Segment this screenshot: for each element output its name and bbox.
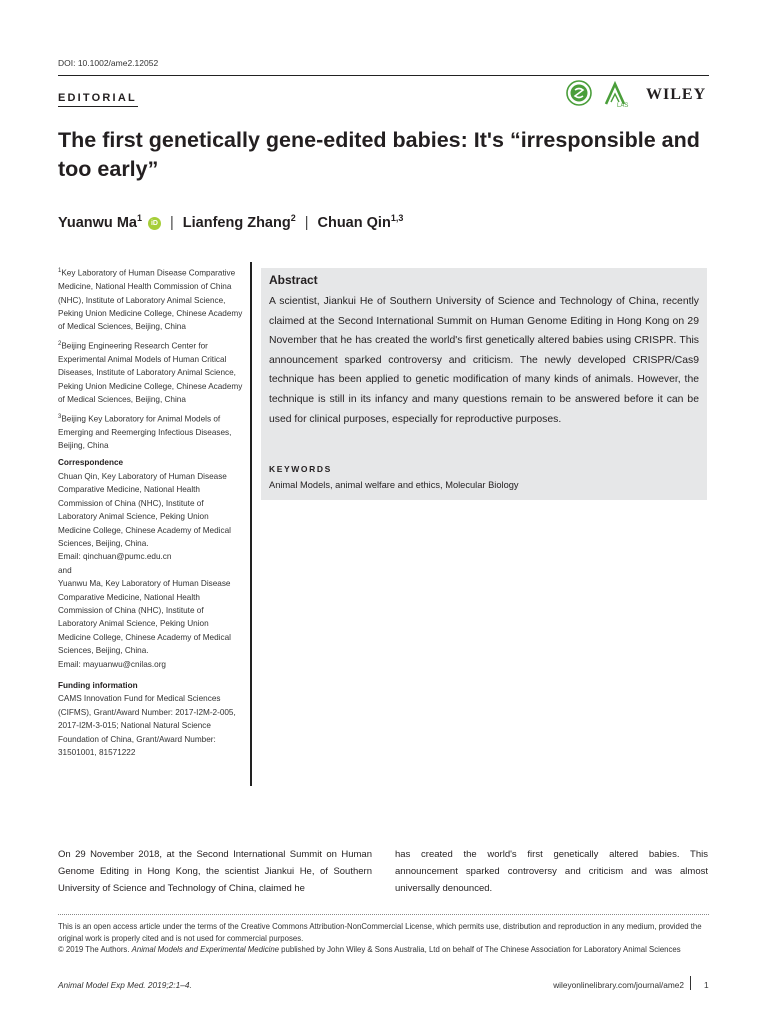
seal-logo-icon [567, 81, 591, 105]
author-name: Yuanwu Ma [58, 214, 137, 231]
las-logo-icon [606, 84, 628, 108]
journal-citation: Animal Model Exp Med. 2019;2:1–4. [58, 980, 192, 990]
author-list: Yuanwu Ma$^1$ iD | Lianfeng Zhang$^2$ | Chuan Qin$^{1,3}$ [58, 213, 404, 231]
abstract-text: A scientist, Jiankui He of Southern University of Science and Technology of China, recently claimed at the Second International Summit on Human Genome Editing in Hong Kong on 29 November that he has created the world's first genetically altered babies using CRISPR. This announcement sparked controversy and criticism. The newly developed CRISPR/Cas9 technique has been applied to genetic modification of many kinds of animals. However, the technique is still in its infancy and many questions remain to be answered before it can be used for clinical purposes, especially for reproductive purposes. [269, 296, 699, 425]
email-link[interactable]: Email: mayuanwu@cnilas.org [58, 659, 166, 669]
funding-info: Funding information CAMS Innovation Fund for Medical Sciences (CIFMS), Grant/Award Number: 2017-I2M-2-005, 2017-I2M-3-015; National Natural Science Foundation of China, Grant/Award Number: 31501001, 81571222 [58, 680, 236, 758]
email-link[interactable]: Email: qinchuan@pumc.edu.cn [58, 552, 172, 562]
affiliation-1: $^1$Key Laboratory of Human Disease Comparative Medicine, National Health Commission of China (NHC), Institute of Laboratory Animal Science, Peking Union Medicine College, Chinese Academy of Medical Sciences, Beijing, China [58, 268, 243, 332]
doi[interactable]: DOI: 10.1002/ame2.12052 [58, 58, 159, 68]
author-name: Chuan Qin [317, 214, 391, 231]
affiliation-2: $^2$Beijing Engineering Research Center for Experimental Animal Models of Human Critical Diseases, Institute of Laboratory Animal Science, Peking Union Medicine College, Chinese Academy of Medical Sciences, Beijing, China [58, 340, 243, 405]
keywords-label: KEYWORDS [269, 464, 332, 474]
footnote-divider [58, 914, 709, 915]
author-name: Lianfeng Zhang [182, 214, 291, 231]
header-rule [58, 75, 709, 76]
section-label: EDITORIAL [58, 92, 137, 104]
footer-divider [690, 976, 691, 990]
abstract-heading: Abstract [269, 273, 318, 287]
author-info-sidebar [58, 265, 243, 759]
body-column-left: On 29 November 2018, at the Second International Summit on Human Genome Editing in Hong Kong, the scientist Jiankui He, of Southern University of Science and Technology of China, claimed he [58, 849, 372, 894]
svg-text:LAS: LAS [617, 103, 629, 108]
article-title: The first genetically gene-edited babies: It's “irresponsible and too early” [58, 128, 700, 181]
license-notice: This is an open access article under the terms of the Creative Commons Attribution-NonCommercial License, which permits use, distribution and reproduction in any medium, provided the original work is properly cited and is not used for commercial purposes. © 2019 The Authors. Animal Models and Experimental Medicine published by John Wiley & Sons Australia, Ltd on behalf of The Chinese Association for Laboratory Animal Sciences [58, 922, 702, 954]
publisher-logos [566, 78, 711, 108]
affiliation-3: $^3$Beijing Key Laboratory for Animal Models of Emerging and Reemerging Infectious Diseases, Beijing, China [58, 413, 232, 451]
correspondence: Correspondence Chuan Qin, Key Laboratory of Human Disease Comparative Medicine, National Health Commission of China (NHC), Institute of Laboratory Animal Science, Peking Union Medicine College, Chinese Academy of Medical Sciences, Beijing, China. Email: qinchuan@pumc.edu.cn and Yuanwu Ma, Key Laboratory of Human Disease Comparative Medicine, National Health Commission of China (NHC), Institute of Laboratory Animal Science, Peking Union Medicine College, Chinese Academy of Medical Sciences, Beijing, China. Email: mayuanwu@cnilas.org [58, 456, 243, 671]
orcid-icon[interactable]: iD [148, 217, 161, 230]
page-number: 1 [704, 980, 709, 990]
body-column-right: has created the world's first genetically altered babies. This announcement sparked controversy and criticism and was almost universally denounced. [395, 849, 708, 894]
wiley-logo: WILEY [646, 86, 707, 103]
sidebar-divider [250, 262, 252, 786]
keywords: Animal Models, animal welfare and ethics, Molecular Biology [269, 480, 519, 490]
section-underline [58, 106, 138, 107]
journal-url[interactable]: wileyonlinelibrary.com/journal/ame2 [553, 980, 684, 990]
